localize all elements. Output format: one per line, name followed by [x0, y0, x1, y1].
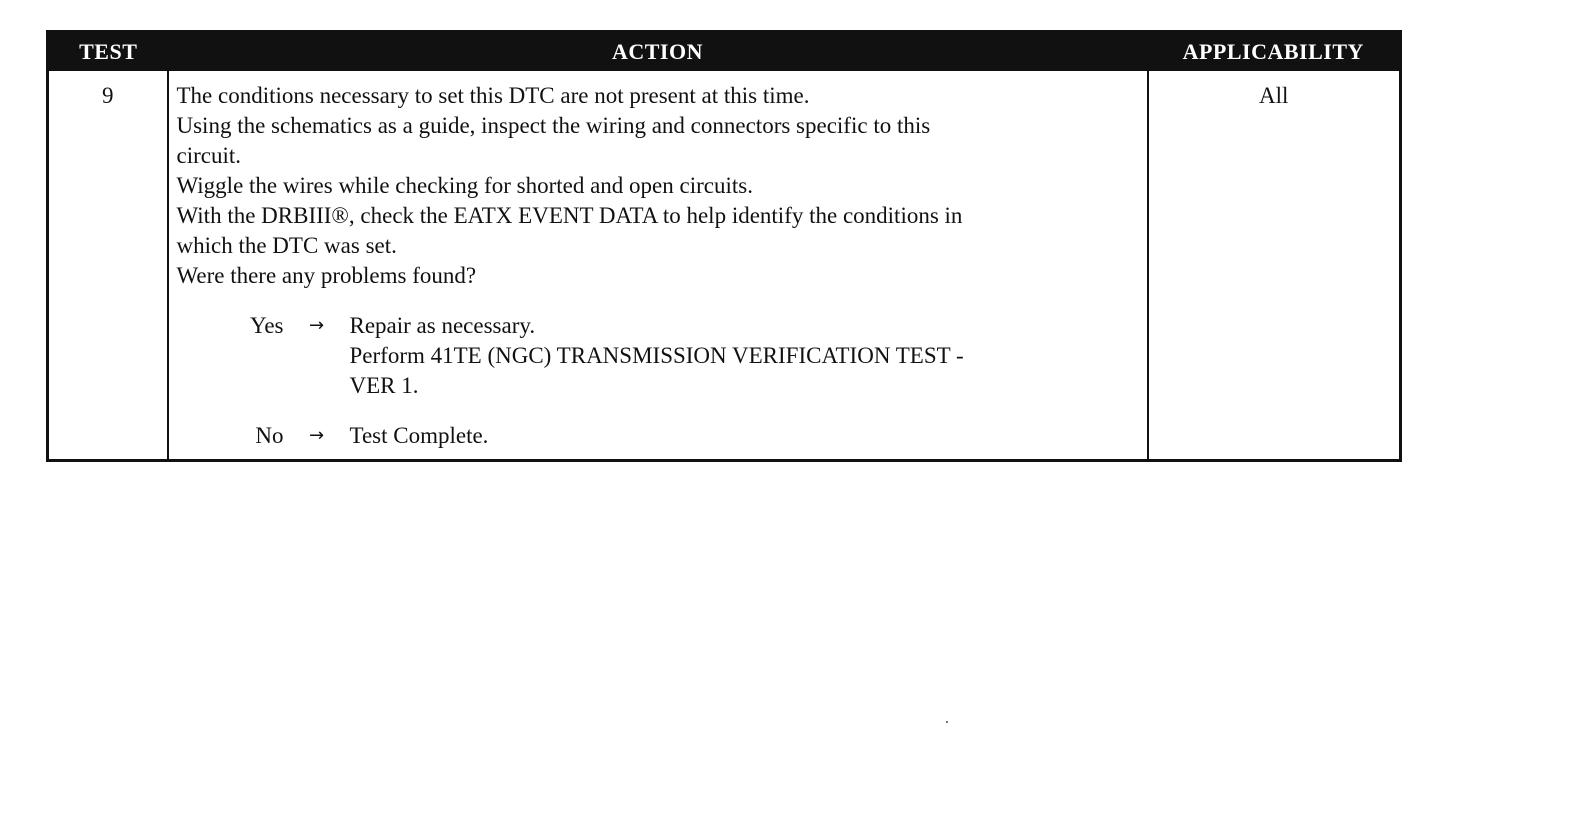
outcome-no-text — [350, 421, 1141, 451]
table-header-row — [48, 32, 1401, 72]
action-line: With the DRBIII®, check the EATX EVENT DATA to help identify the conditions in — [176, 203, 963, 228]
diagnostic-test-table — [46, 30, 1402, 462]
action-cell — [168, 71, 1148, 461]
outcome-yes — [177, 311, 1141, 401]
outcome-no-label: No — [255, 423, 284, 448]
right-arrow-icon: → — [308, 425, 325, 446]
outcome-line: Test Complete. — [349, 423, 489, 448]
scan-speck — [946, 721, 948, 723]
right-arrow-icon: → — [308, 315, 325, 336]
outcome-yes-text — [350, 311, 1141, 401]
outcome-line: Perform 41TE (NGC) TRANSMISSION VERIFICATION TEST - — [349, 343, 964, 368]
outcome-no — [177, 421, 1141, 451]
action-line: The conditions necessary to set this DTC are not present at this time. — [176, 83, 810, 108]
outcome-yes-label: Yes — [250, 313, 284, 338]
header-applicability: APPLICABILITY — [1148, 32, 1401, 72]
table-row — [48, 71, 1401, 461]
question-line: Were there any problems found? — [176, 263, 477, 288]
header-test: TEST — [48, 32, 168, 72]
action-line: Wiggle the wires while checking for shorted and open circuits. — [176, 173, 753, 198]
action-line: Using the schematics as a guide, inspect the wiring and connectors specific to this — [176, 113, 931, 138]
applicability-value: All — [1259, 83, 1289, 108]
header-action: ACTION — [168, 32, 1148, 72]
outcome-line: Repair as necessary. — [349, 313, 536, 338]
outcome-line: VER 1. — [349, 373, 419, 398]
action-line: circuit. — [176, 143, 241, 168]
action-line: which the DTC was set. — [176, 233, 397, 258]
test-number: 9 — [48, 71, 168, 461]
